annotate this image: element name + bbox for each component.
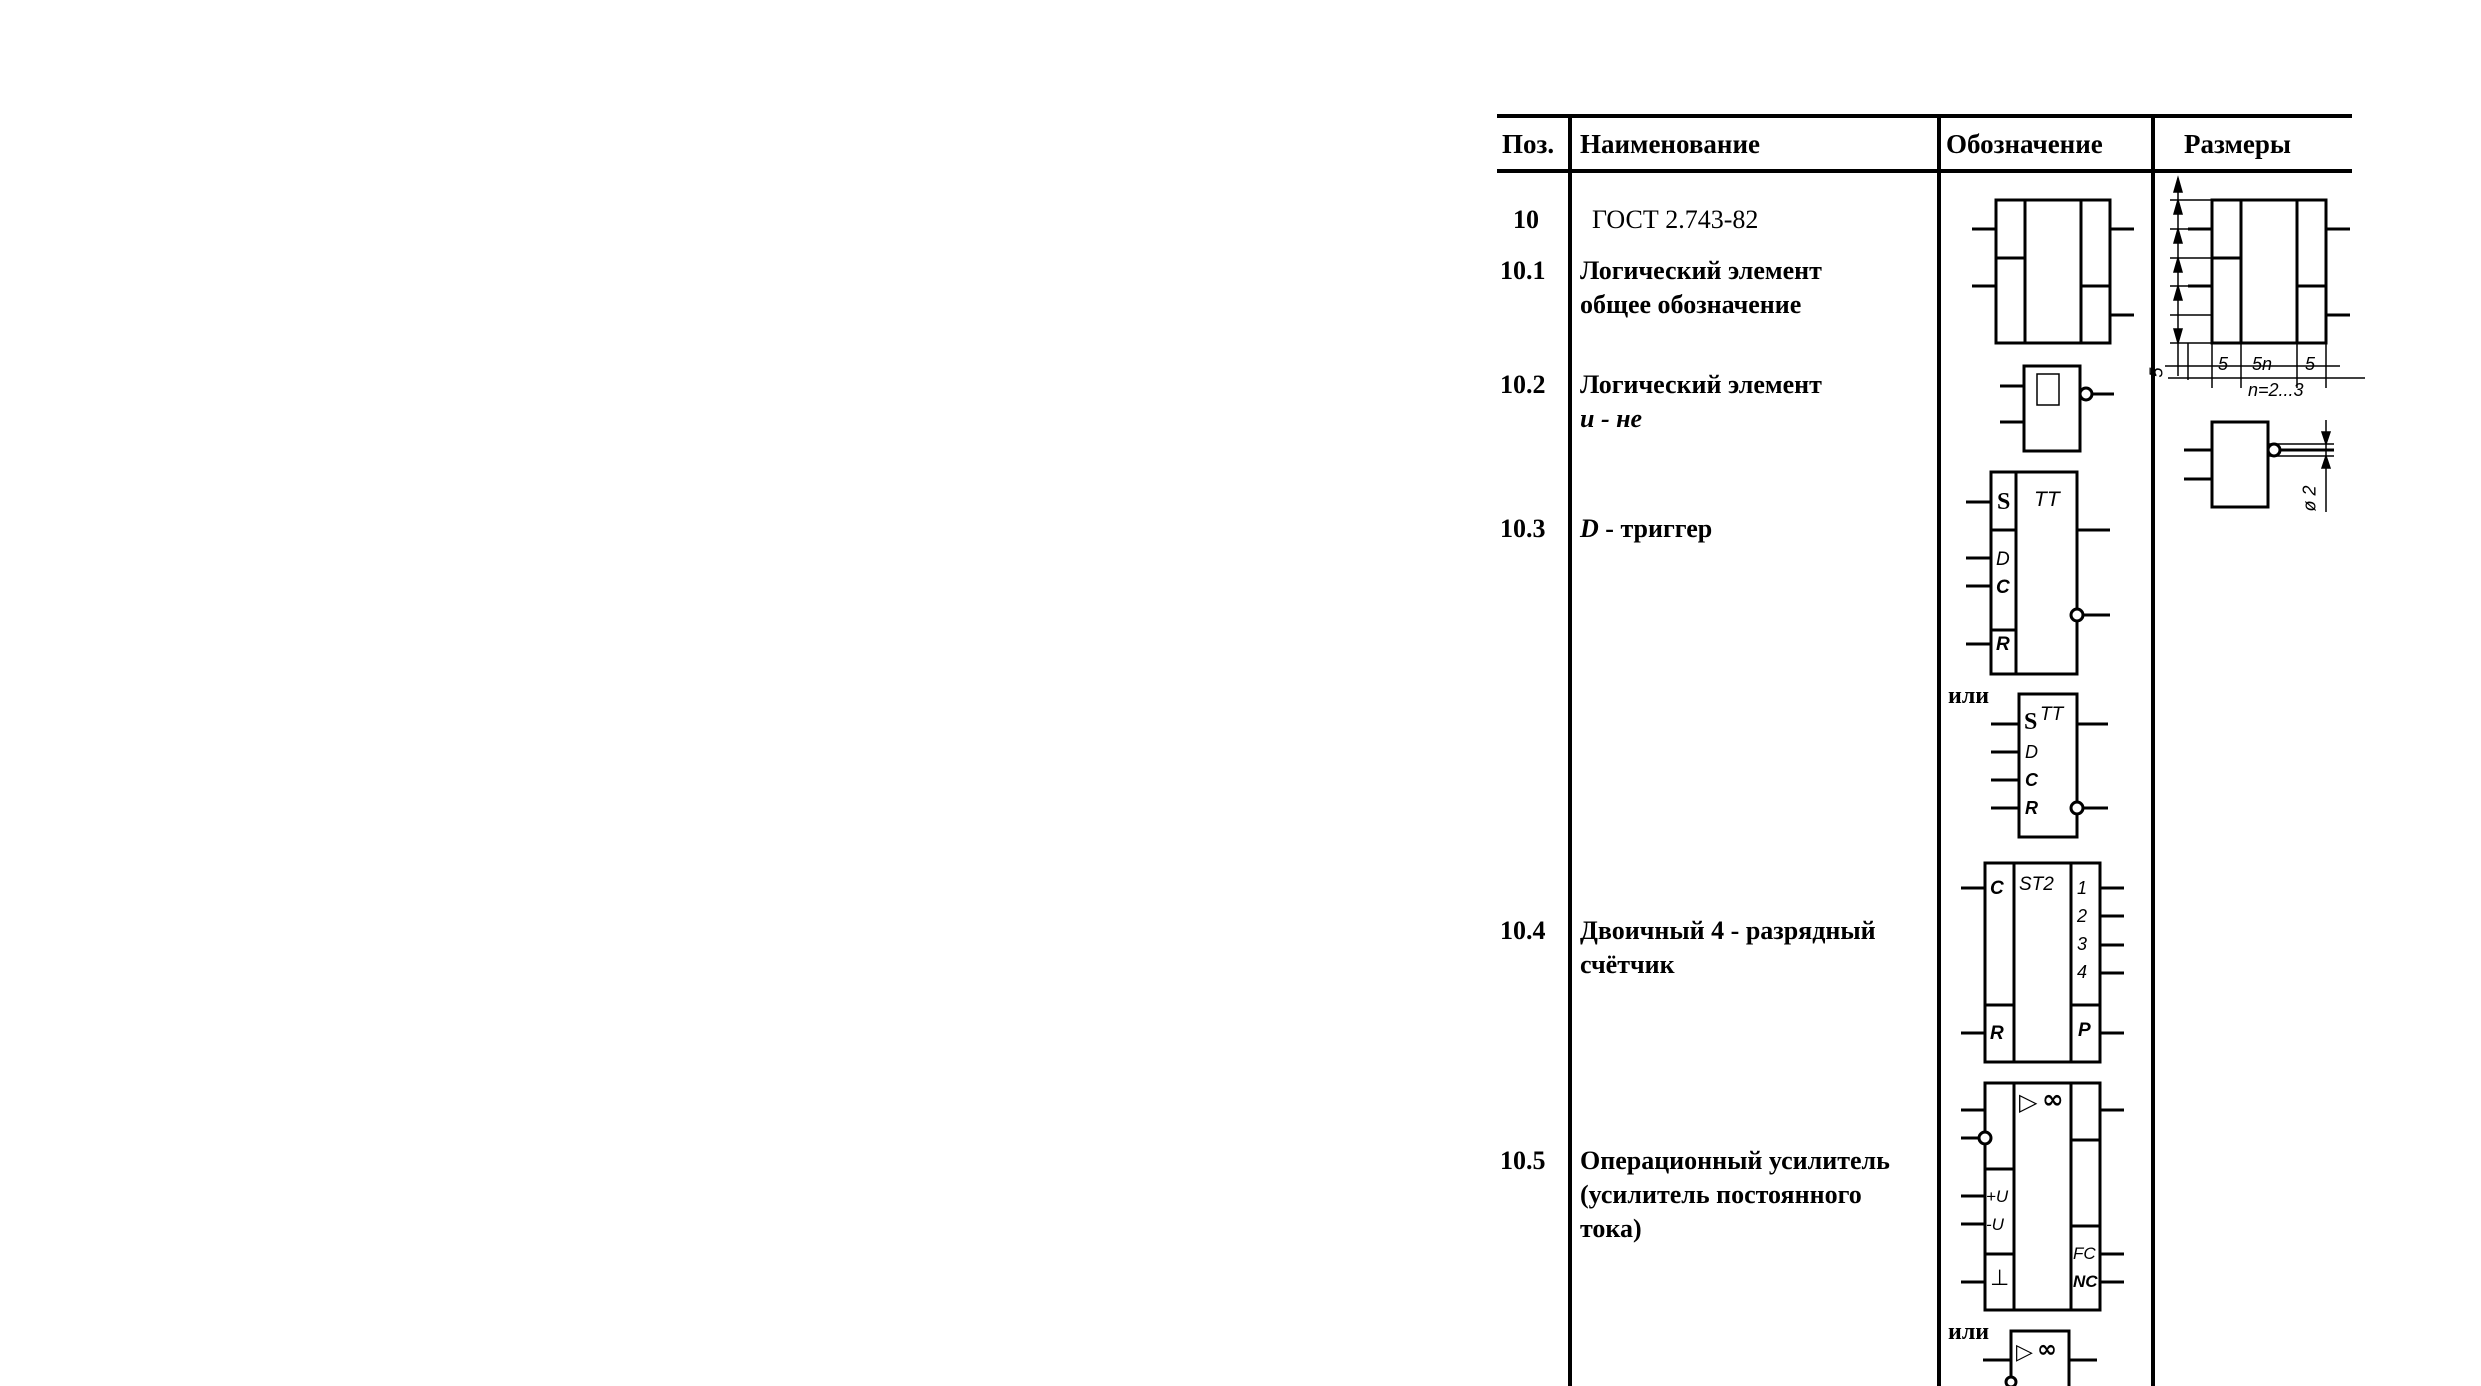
header-pos: Поз. [1502, 129, 1555, 159]
trigger-tt-label: TT [2034, 488, 2060, 511]
trigger-c-label: C [1996, 577, 2010, 598]
counter-st2-label: ST2 [2019, 874, 2054, 895]
row-name: и - не [1580, 404, 1643, 433]
counter-output-label: 2 [2077, 906, 2088, 926]
trigger2-r-label: R [2025, 798, 2038, 818]
dim-diameter: ø 2 [2299, 485, 2320, 512]
row-name: тока) [1580, 1214, 1642, 1243]
counter-p-label: P [2078, 1020, 2091, 1041]
dim-vertical-5: 5 [2146, 367, 2167, 378]
row-pos: 10 [1513, 205, 1539, 234]
header-dims: Размеры [2184, 129, 2291, 159]
header-name: Наименование [1580, 129, 1760, 159]
trigger2-c-label: C [2025, 770, 2038, 790]
counter-r-label: R [1990, 1023, 2004, 1044]
row-name: (усилитель постоянного [1580, 1180, 1862, 1209]
trigger-s-label: S [1997, 489, 2011, 515]
row-name: Двоичный 4 - разрядный [1580, 916, 1876, 945]
counter-c-label: C [1990, 878, 2004, 899]
header-symbol: Обозначение [1946, 129, 2103, 159]
row-name: Операционный усилитель [1580, 1146, 1890, 1175]
row-name [1580, 512, 1712, 545]
row-pos: 10.5 [1500, 1146, 1546, 1175]
opamp-infinity-label: ∞ [2042, 1085, 2064, 1115]
row-name: счётчик [1580, 950, 1675, 979]
opamp-fc-label: FC [2073, 1244, 2096, 1263]
opamp-plus-u-label: +U [1986, 1187, 2009, 1206]
dim-5-left: 5 [2218, 354, 2229, 374]
row-name: Логический элемент [1580, 370, 1822, 399]
dim-5n: 5n [2252, 354, 2273, 374]
ground-icon: ⊥ [1990, 1266, 2010, 1291]
dim-n-range: n=2...3 [2248, 380, 2304, 400]
opamp-minus-u-label: -U [1986, 1215, 2004, 1234]
trigger-d-label: D [1996, 549, 2010, 570]
opamp-triangle-icon: ▷ [2019, 1088, 2038, 1116]
trigger2-tt-label: TT [2040, 704, 2064, 725]
symbol-logic-general [1972, 200, 2134, 343]
row-name-prefix: D [1580, 514, 1599, 543]
row-pos: 10.1 [1500, 256, 1546, 285]
opamp2-infinity-label: ∞ [2037, 1335, 2057, 1363]
trigger2-s-label: S [2024, 709, 2038, 735]
or-label: или [1948, 683, 1990, 709]
opamp2-triangle-icon: ▷ [2016, 1340, 2033, 1365]
or-label: или [1948, 1319, 1990, 1345]
trigger2-d-label: D [2025, 742, 2038, 762]
counter-output-label: 4 [2077, 962, 2088, 982]
trigger-r-label: R [1996, 634, 2010, 655]
opamp-nc-label: NC [2073, 1272, 2098, 1291]
row-name: ГОСТ 2.743-82 [1592, 205, 1759, 234]
row-name-suffix: - триггер [1598, 514, 1713, 543]
row-pos: 10.2 [1500, 370, 1546, 399]
symbol-nand [2000, 366, 2114, 451]
row-pos: 10.3 [1500, 514, 1546, 543]
row-pos: 10.4 [1500, 916, 1546, 945]
dim-5-right: 5 [2305, 354, 2316, 374]
row-name: общее обозначение [1580, 290, 1802, 319]
row-name: Логический элемент [1580, 256, 1822, 285]
dimension-logic-element [2188, 200, 2350, 343]
counter-output-label: 3 [2077, 934, 2088, 954]
counter-output-label: 1 [2077, 878, 2088, 898]
